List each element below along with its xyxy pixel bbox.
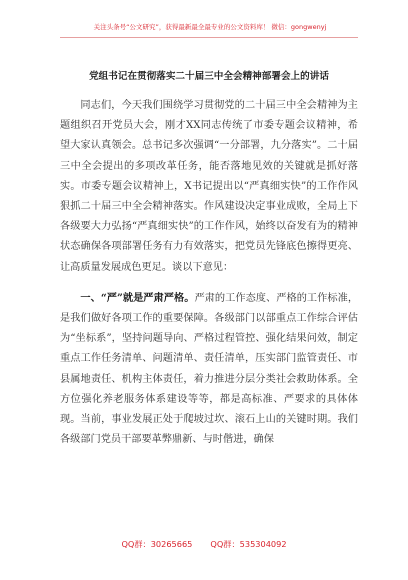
header-divider [60, 37, 358, 38]
section-1-heading: 一、“严”就是严肃严格。 [80, 291, 195, 304]
document-title: 党组书记在贯彻落实二十届三中全会精神部署会上的讲话 [89, 71, 329, 82]
footer-qq-group-1: QQ群：30265665 [121, 539, 193, 549]
section-1-text: 严肃的工作态度、严格的工作标准，是我们做好各项工作的重要保障。各级部门以部重点工作综合评估为“坐标系”，坚持问题导向、严格过程管控、强化结果问效，制定重点工作任务清单、问题清单、责任清单，压实部门监管责任、市县属地责任、机构主体责任，着力推进分层分类社会救助体系。全方位强化养老服务体系建设等等，都是高标准、严要求的具体体现。当前，事业发展正处于爬坡过坎、滚石上山的关键时期。我们各级部门党员干部要革弊鼎新、与时偕进，确保 [60, 292, 359, 446]
header-banner: 关注头条号“公文研究”，获得最新最全最专业的公文资料库！ 微信：gongwenyj [93, 23, 327, 31]
footer-qq-group-2: QQ群：535304092 [210, 539, 287, 549]
intro-paragraph: 同志们，今天我们围绕学习贯彻党的二十届三中全会精神为主题组织召开党员大会，刚才XX同志传统了市委专题会议精神，希望大家认真领会。总书记多次强调“一分部署，九分落实”。二十届三中全会提出的多项改革任务，能否落地见效的关键就是抓好落实。市委专题会议精神上，X书记提出以“严真细实快”的工作作风狠抓二十届三中全会精神落实。作风建设决定事业成败，全局上下各级要大力弘扬“严真细实快”的工作作风，始终以奋发有为的精神状态确保各项部署任务有力有效落实，把党员先锋底色擦得更亮、让高质量发展成色更足。谈以下意见： [60, 100, 358, 273]
paragraph-gap [60, 278, 358, 288]
footer [0, 539, 408, 550]
document-body [60, 96, 358, 450]
section-1-paragraph [60, 288, 358, 451]
